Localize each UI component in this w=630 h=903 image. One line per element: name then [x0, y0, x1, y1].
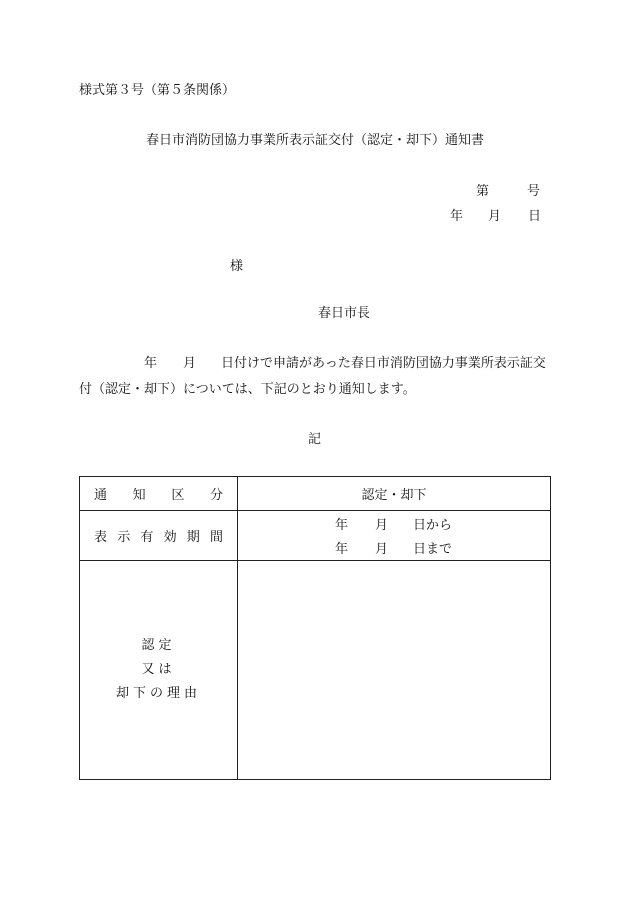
document-title: 春日市消防団協力事業所表示証交付（認定・却下）通知書 [146, 133, 485, 148]
body-line-2: 付（認定・却下）については、下記のとおり通知します。 [79, 382, 416, 397]
label-char: 区 [171, 488, 185, 503]
reason-line: 又は [141, 662, 176, 677]
date-day: 日 [528, 209, 542, 224]
label-notice-type [80, 477, 238, 511]
label-char: 表 [94, 530, 108, 545]
notice-table [79, 476, 551, 780]
date-month: 月 [488, 209, 502, 224]
doc-number-suffix: 号 [527, 184, 541, 199]
to-month: 月 [375, 542, 389, 557]
to-year: 年 [335, 542, 349, 557]
label-char: 知 [132, 488, 146, 503]
label-char: 効 [163, 530, 177, 545]
to-day: 日まで [413, 542, 453, 557]
from-month: 月 [375, 518, 389, 533]
from-day: 日から [413, 518, 453, 533]
value-notice-type: 認定・却下 [238, 477, 551, 511]
from-year: 年 [335, 518, 349, 533]
label-char: 期 [186, 530, 200, 545]
recipient-honorific: 様 [230, 259, 244, 274]
period-from [238, 512, 550, 536]
value-reason[interactable] [238, 561, 551, 780]
value-valid-period [238, 511, 551, 561]
ki-heading: 記 [308, 432, 322, 447]
label-reason [80, 561, 238, 780]
label-char: 分 [209, 488, 223, 503]
table-row-notice-type [80, 477, 551, 511]
label-valid-period [80, 511, 238, 561]
body-line1-text: 日付けで申請があった春日市消防団協力事業所表示証交 [221, 356, 546, 371]
doc-number-prefix: 第 [476, 184, 490, 199]
date-year: 年 [450, 209, 464, 224]
label-char: 有 [140, 530, 154, 545]
label-char: 間 [209, 530, 223, 545]
body-year: 年 [144, 356, 158, 371]
sender-name: 春日市長 [318, 306, 371, 321]
body-month: 月 [183, 356, 197, 371]
table-row-reason [80, 561, 551, 780]
form-number: 様式第３号（第５条関係） [79, 83, 236, 98]
reason-line: 認定 [141, 638, 176, 653]
reason-line: 却下の理由 [115, 686, 201, 701]
period-to [238, 536, 550, 560]
label-char: 示 [117, 530, 131, 545]
table-row-valid-period [80, 511, 551, 561]
label-char: 通 [94, 488, 108, 503]
